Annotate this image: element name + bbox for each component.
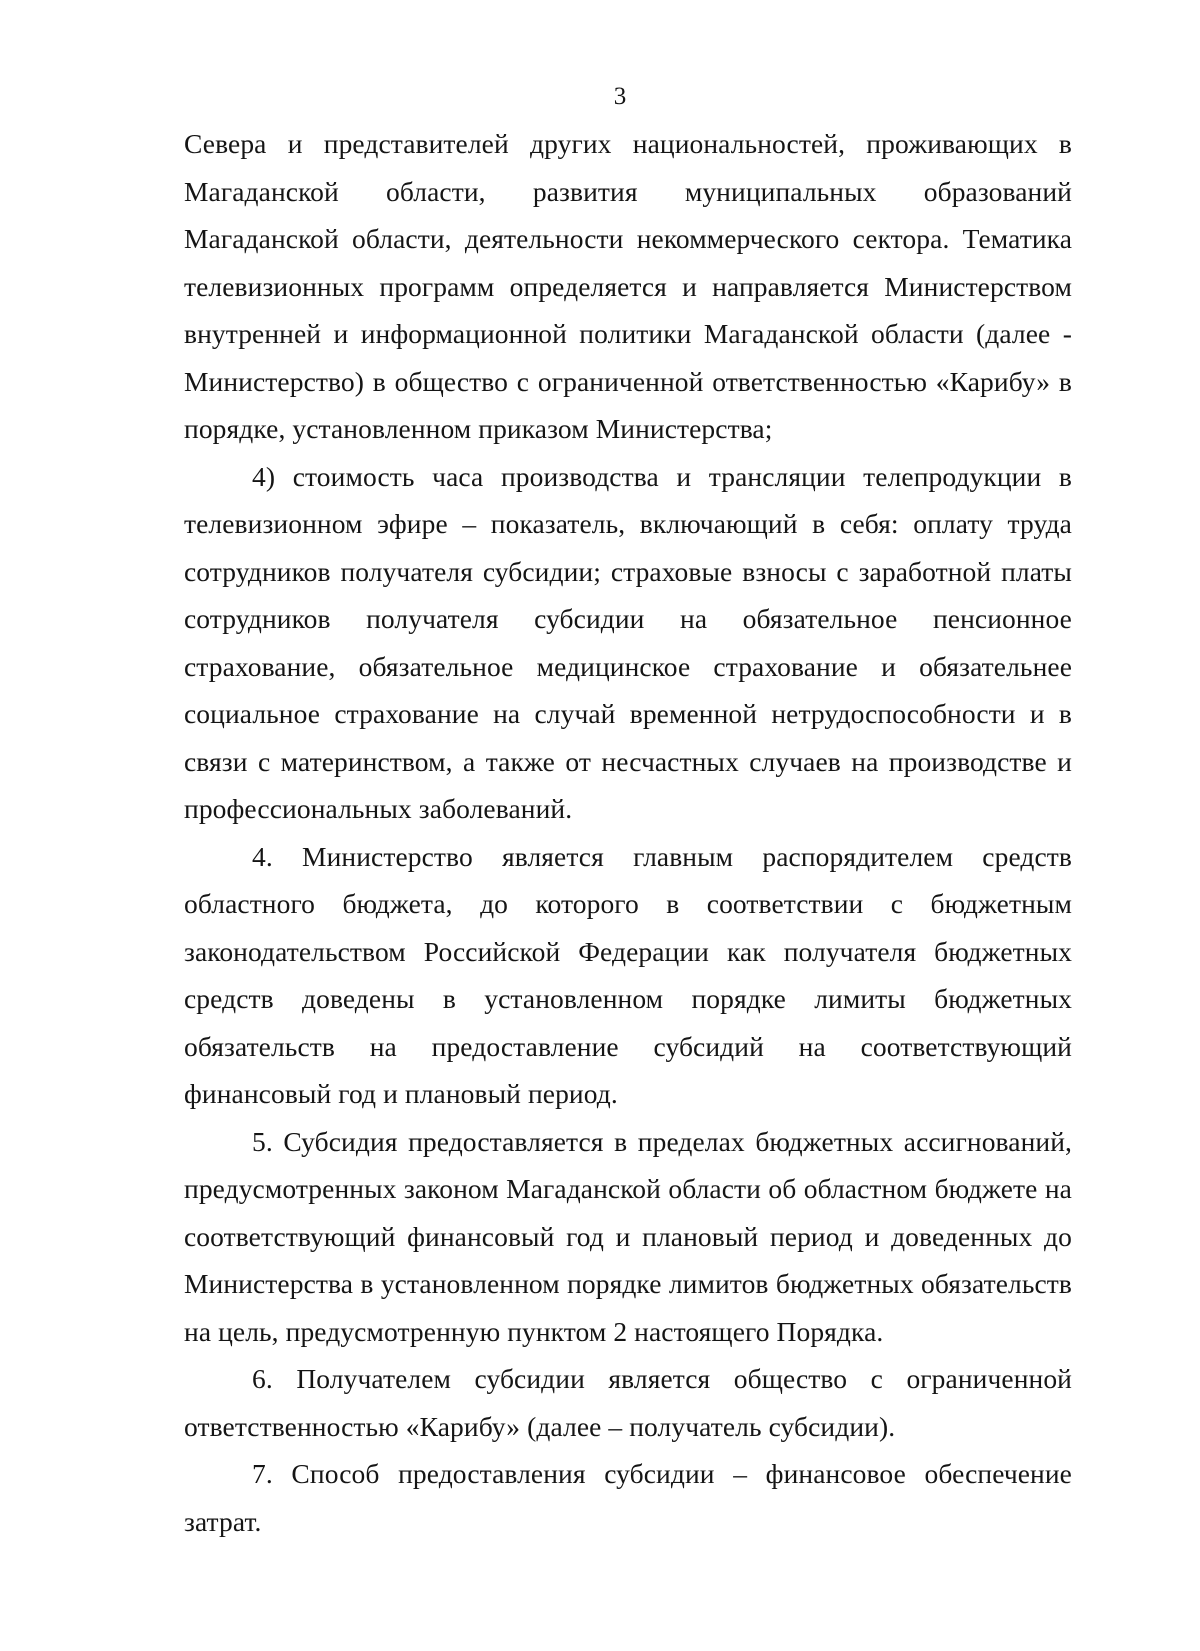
paragraph-item-4-cost: 4) стоимость часа производства и трансляции телепродукции в телевизионном эфире – показатель, включающий в себя: оплату труда сотрудников получателя субсидии; страховые взносы с заработной платы сотрудников получателя субсидии на обязательное пенсионное страхование, обязательное медицинское страхование и обязательнее социальное страхование на случай временной нетрудоспособности и в связи с материнством, а также от несчастных случаев на производстве и профессиональных заболеваний. [184,460,1072,824]
paragraph-clause-4: 4. Министерство является главным распорядителем средств областного бюджета, до которого в соответствии с бюджетным законодательством Российской Федерации как получателя бюджетных средств доведены в установленном порядке лимиты бюджетных обязательств на предоставление субсидий на соответствующий финансовый год и плановый период. [184,840,1072,1109]
document-body [184,120,1072,1545]
paragraph-clause-5: 5. Субсидия предоставляется в пределах бюджетных ассигнований, предусмотренных законом Магаданской области об областном бюджете на соответствующий финансовый год и плановый период и доведенных до Министерства в установленном порядке лимитов бюджетных обязательств на цель, предусмотренную пунктом 2 настоящего Порядка. [184,1125,1072,1347]
paragraph-clause-7: 7. Способ предоставления субсидии – финансовое обеспечение затрат. [184,1458,1072,1537]
paragraph-clause-6: 6. Получателем субсидии является общество с ограниченной ответственностью «Карибу» (далее – получатель субсидии). [184,1363,1072,1442]
page-number: 3 [613,83,627,110]
paragraph-continuation: Севера и представителей других национальностей, проживающих в Магаданской области, развития муниципальных образований Магаданской области, деятельности некоммерческого сектора. Тематика телевизионных программ определяется и направляется Министерством внутренней и информационной политики Магаданской области (далее - Министерство) в общество с ограниченной ответственностью «Карибу» в порядке, установленном приказом Министерства; [184,128,1072,444]
